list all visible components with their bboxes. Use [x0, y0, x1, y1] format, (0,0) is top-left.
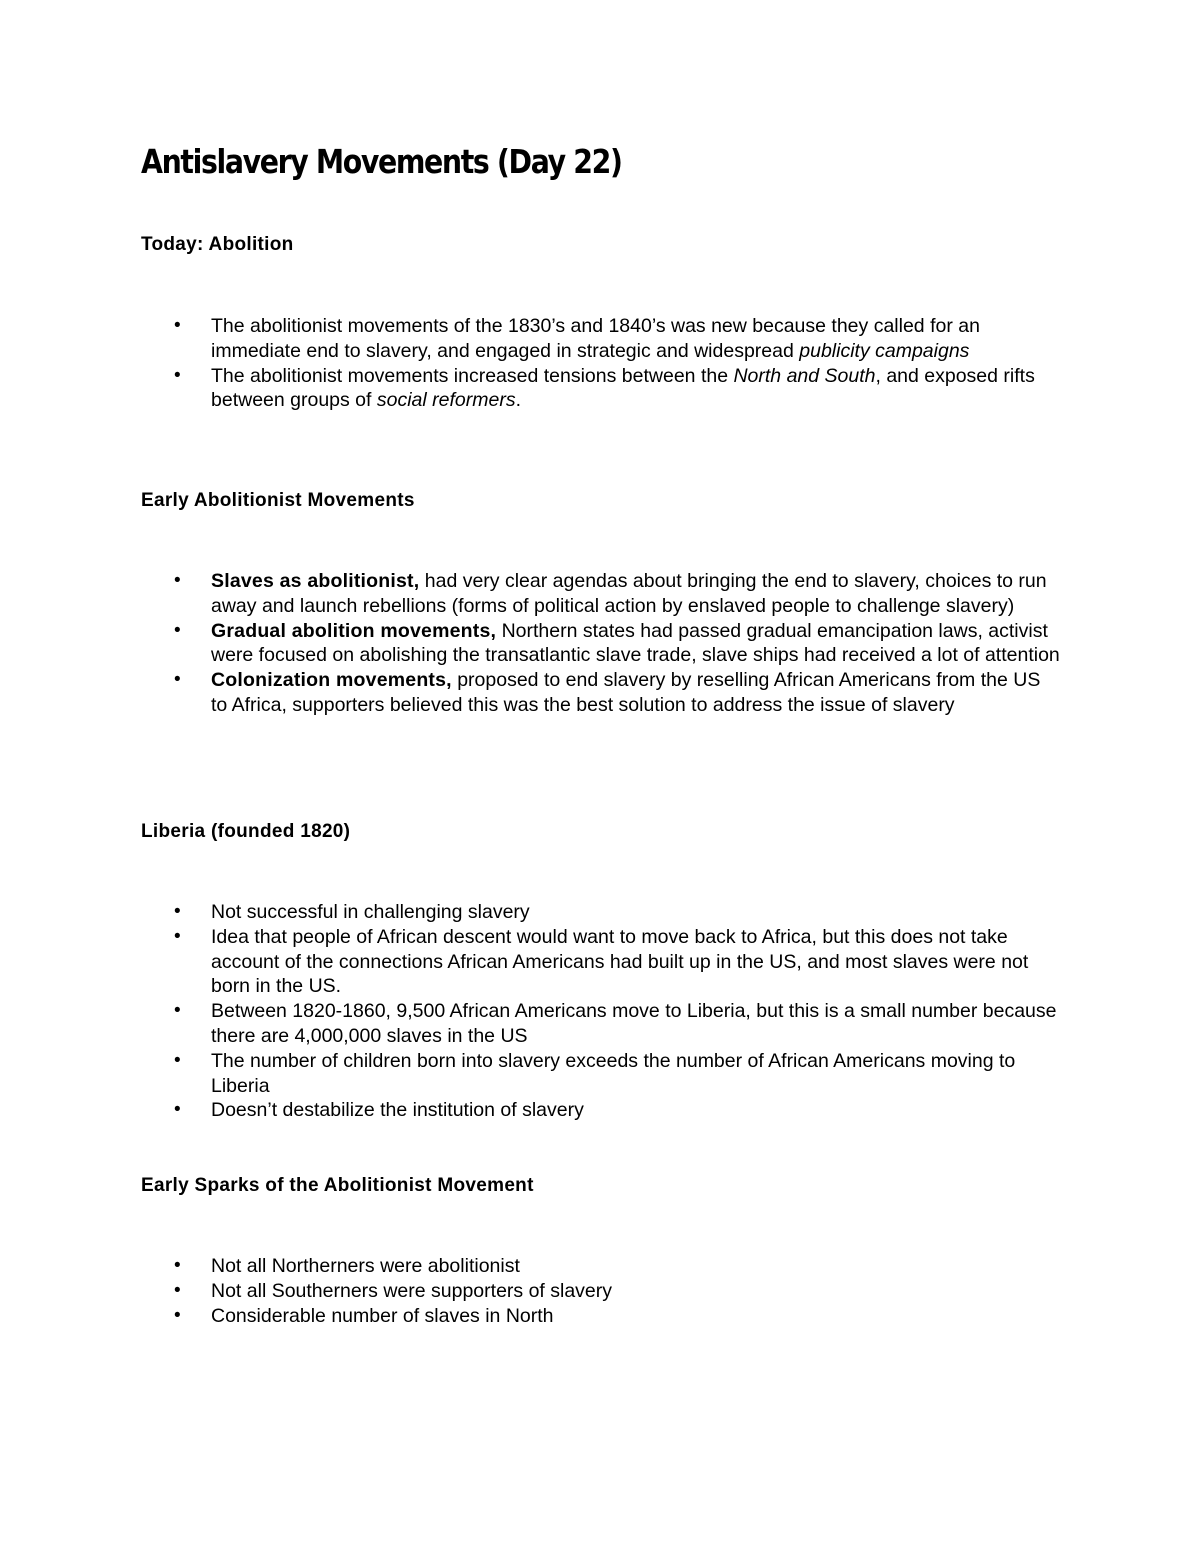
text-segment: The number of children born into slavery exceeds the number of African Americans moving to Liberia — [211, 1049, 1016, 1097]
bullet-icon: • — [174, 619, 181, 641]
bullet-label: Colonization movements, — [211, 669, 452, 692]
bullet-text — [211, 365, 1035, 412]
bullet-icon: • — [174, 901, 181, 922]
text-segment: Doesn’t destabilize the institution of slavery — [211, 1099, 584, 1122]
bullet-text — [211, 1000, 1056, 1047]
bullet-icon: • — [174, 1000, 181, 1022]
text-segment: , and exposed rifts between groups of — [211, 364, 1035, 412]
section-heading-early-sparks: Early Sparks of the Abolitionist Movement — [141, 1175, 534, 1196]
section-heading-early-abolitionist-movements: Early Abolitionist Movements — [141, 490, 415, 511]
bullet-icon: • — [174, 669, 181, 691]
bullet-text — [211, 901, 530, 923]
text-segment: Not all Northerners were abolitionist — [211, 1255, 520, 1277]
bullet-item — [0, 1279, 1061, 1304]
section-heading-liberia: Liberia (founded 1820) — [141, 821, 351, 842]
bullet-item — [0, 925, 1061, 999]
bullet-item — [0, 314, 1061, 364]
bullet-text — [211, 315, 980, 362]
bullet-item — [0, 668, 1061, 718]
section-list-liberia — [0, 900, 1200, 1123]
italic-text: North and South — [733, 364, 876, 387]
bullet-text — [211, 926, 1028, 998]
bullet-item — [0, 1304, 1061, 1329]
bullet-icon: • — [174, 570, 181, 591]
bullet-label: Gradual abolition movements, — [211, 619, 497, 642]
bullet-icon: • — [174, 364, 181, 386]
bullet-item — [0, 1098, 1061, 1123]
bullet-icon: • — [174, 1279, 181, 1301]
bullet-item — [0, 1049, 1061, 1099]
section-list-today — [0, 314, 1200, 413]
italic-text: social reformers — [376, 389, 516, 412]
bullet-icon: • — [174, 315, 181, 336]
bullet-icon: • — [174, 1255, 181, 1276]
text-segment: Considerable number of slaves in North — [211, 1304, 554, 1327]
bullet-icon: • — [174, 1304, 181, 1326]
section-heading-today: Today: Abolition — [141, 234, 294, 255]
bullet-icon: • — [174, 1049, 181, 1071]
text-segment: Between 1820-1860, 9,500 African Americans move to Liberia, but this is a small number because there are 4,000,000 slaves in the US — [211, 1000, 1057, 1047]
text-segment: Not all Southerners were supporters of slavery — [211, 1279, 613, 1302]
page-title: Antislavery Movements (Day 22) — [141, 142, 622, 181]
section-list-early-abolitionist-movements — [0, 569, 1200, 718]
text-segment: had very clear agendas about bringing the end to slavery, choices to run away and launch rebellions (forms of political action by enslaved people to challenge slavery) — [211, 570, 1047, 617]
bullet-text — [211, 669, 1040, 716]
bullet-text — [211, 620, 1060, 667]
text-segment: Northern states had passed gradual emancipation laws, activist were focused on abolishing the transatlantic slave trade, slave ships had received a lot of attention — [211, 619, 1060, 667]
bullet-icon: • — [174, 925, 181, 947]
bullet-label: Slaves as abolitionist, — [211, 570, 420, 592]
bullet-icon: • — [174, 1099, 181, 1121]
bullet-text — [211, 1280, 612, 1302]
bullet-text — [211, 1099, 584, 1121]
bullet-item — [0, 999, 1061, 1049]
bullet-item — [0, 364, 1061, 414]
bullet-item — [0, 1254, 1061, 1279]
bullet-item — [0, 569, 1061, 619]
bullet-text — [211, 1255, 520, 1277]
text-segment: proposed to end slavery by reselling African Americans from the US to Africa, supporters believed this was the best solution to address the issue of slavery — [211, 669, 1041, 716]
bullet-item — [0, 619, 1061, 669]
bullet-item — [0, 900, 1061, 925]
text-segment: Idea that people of African descent would want to move back to Africa, but this does not take account of the connections African Americans had built up in the US, and most slaves were not born in the US. — [211, 925, 1029, 998]
text-segment: Not successful in challenging slavery — [211, 901, 530, 923]
bullet-text — [211, 1305, 554, 1327]
text-segment: . — [515, 389, 521, 412]
bullet-text — [211, 1050, 1015, 1097]
italic-text: publicity campaigns — [799, 339, 970, 362]
text-segment: The abolitionist movements of the 1830’s and 1840’s was new because they called for an immediate end to slavery, and engaged in strategic and widespread — [211, 315, 980, 362]
section-list-early-sparks — [0, 1254, 1200, 1328]
bullet-text — [211, 570, 1047, 617]
text-segment: The abolitionist movements increased tensions between the — [211, 364, 734, 387]
